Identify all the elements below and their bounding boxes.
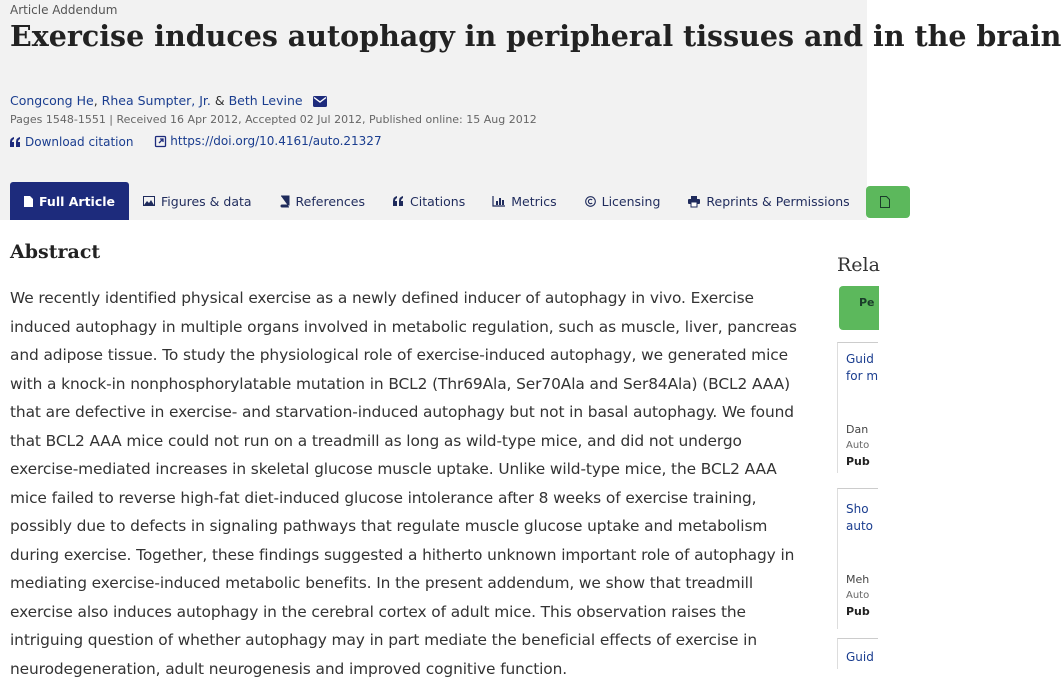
tab-label: Licensing xyxy=(601,193,661,209)
doi-link[interactable] xyxy=(155,134,381,148)
related-title[interactable]: auto xyxy=(846,519,874,533)
abstract-heading: Abstract xyxy=(10,241,101,263)
image-icon xyxy=(143,196,155,206)
external-link-icon xyxy=(155,136,166,147)
pdf-button[interactable] xyxy=(866,186,910,218)
download-citation-link[interactable] xyxy=(10,135,133,149)
author-separator: , xyxy=(93,93,98,108)
related-article-card[interactable] xyxy=(837,488,878,629)
copyright-icon xyxy=(585,196,596,207)
author-link[interactable]: Beth Levine xyxy=(228,93,303,108)
tab-full-article[interactable] xyxy=(10,182,129,220)
pdf-icon xyxy=(880,196,890,208)
related-article-card[interactable] xyxy=(837,638,878,669)
tab-label: Citations xyxy=(410,193,466,209)
related-published: Pub xyxy=(846,455,870,468)
tab-label: Reprints & Permissions xyxy=(706,193,850,209)
citation-links xyxy=(10,134,400,150)
sidebar-button-label: Pe xyxy=(859,296,875,309)
tab-licensing[interactable] xyxy=(571,182,675,220)
tab-label: References xyxy=(295,193,366,209)
related-journal: Auto xyxy=(846,590,870,601)
tab-figures-data[interactable] xyxy=(129,182,266,220)
envelope-icon[interactable] xyxy=(313,95,327,110)
related-author: Meh xyxy=(846,573,870,586)
related-title[interactable]: Sho xyxy=(846,502,869,516)
related-author: Dan xyxy=(846,423,869,436)
article-title: Exercise induces autophagy in peripheral tissues and in the brain xyxy=(10,19,1061,53)
tab-references[interactable] xyxy=(266,182,379,220)
related-title[interactable]: Guid xyxy=(846,352,874,366)
related-sidebar xyxy=(835,240,880,665)
article-type-label: Article Addendum xyxy=(10,3,118,17)
related-journal: Auto xyxy=(846,440,870,451)
printer-icon xyxy=(688,196,700,207)
book-icon xyxy=(280,196,290,207)
abstract-text: We recently identified physical exercise as a newly defined inducer of autophagy in vivo. Exercise induced autophagy in multiple organs involved in metabolic regulation, such as muscle, liver, pancreas and adipose tissue. To study the physiological role of exercise-induced autophagy, we generated mice with a knock-in nonphosphorylatable mutation in BCL2 (Thr69Ala, Ser70Ala and Ser84Ala) (BCL2 AAA) that are defective in exercise- and starvation-induced autophagy but not in basal autophagy. We found that BCL2 AAA mice could not run on a treadmill as long as wild-type mice, and did not undergo exercise-mediated increases in skeletal glucose muscle uptake. Unlike wild-type mice, the BCL2 AAA mice failed to reverse high-fat diet-induced glucose intolerance after 8 weeks of exercise training, possibly due to defects in signaling pathways that regulate muscle glucose uptake and metabolism during exercise. Together, these findings suggested a hitherto unknown important role of autophagy in mediating exercise-induced metabolic benefits. In the present addendum, we show that treadmill exercise also induces autophagy in the cerebral cortex of adult mice. This observation raises the intriguing question of whether autophagy may in part mediate the beneficial effects of exercise in neurodegeneration, adult neurogenesis and improved cognitive function. xyxy=(10,289,797,678)
tab-metrics[interactable] xyxy=(479,182,570,220)
author-link[interactable]: Rhea Sumpter, Jr. xyxy=(101,93,211,108)
bar-chart-icon xyxy=(493,196,505,206)
doi-label: https://doi.org/10.4161/auto.21327 xyxy=(170,134,382,148)
tab-label: Figures & data xyxy=(161,193,252,209)
sidebar-green-button[interactable] xyxy=(839,286,879,330)
author-separator: & xyxy=(214,93,225,108)
author-link[interactable]: Congcong He xyxy=(10,93,94,108)
quote-icon xyxy=(393,196,404,206)
related-article-card[interactable] xyxy=(837,342,878,473)
download-citation-label: Download citation xyxy=(25,134,134,149)
tab-label: Full Article xyxy=(39,193,116,209)
related-title[interactable]: for m xyxy=(846,369,879,383)
related-published: Pub xyxy=(846,605,870,618)
document-icon xyxy=(24,196,33,207)
related-title[interactable]: Guid xyxy=(846,650,874,664)
quote-icon xyxy=(10,137,21,147)
author-list xyxy=(10,93,327,110)
tab-citations[interactable] xyxy=(379,182,479,220)
publication-meta: Pages 1548-1551 | Received 16 Apr 2012, Accepted 02 Jul 2012, Published online: 15 Aug 2012 xyxy=(10,113,537,126)
tab-label: Metrics xyxy=(511,193,557,209)
article-tabs xyxy=(10,182,910,220)
tab-reprints-permissions[interactable] xyxy=(674,182,863,220)
related-heading: Rela xyxy=(837,254,880,276)
